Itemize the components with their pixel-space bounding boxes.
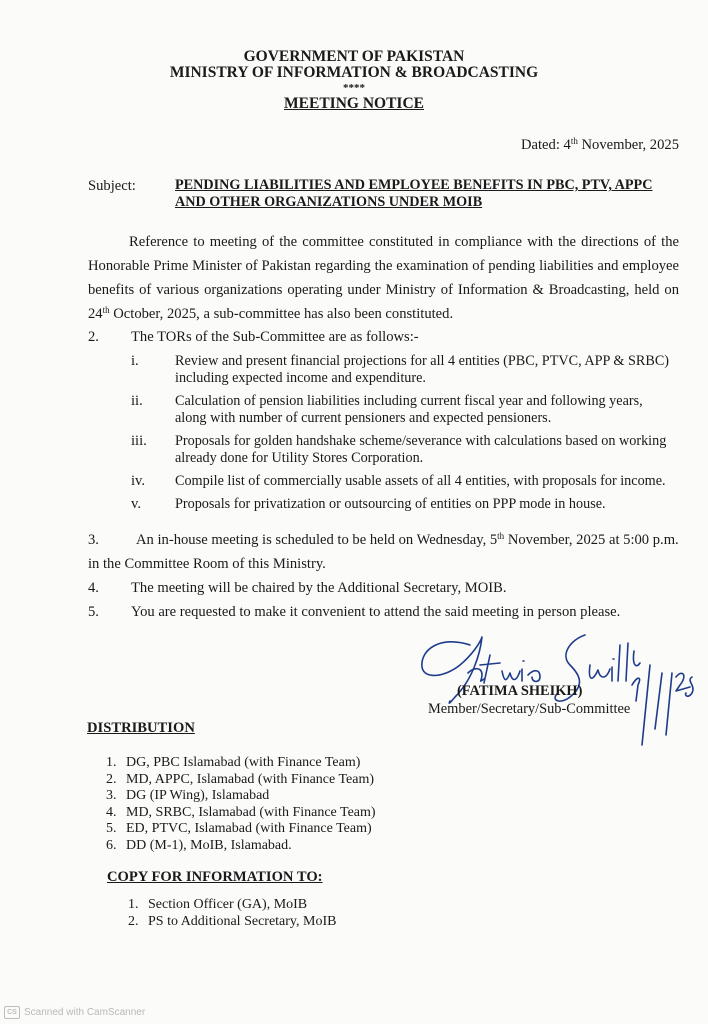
header-ministry: MINISTRY OF INFORMATION & BROADCASTING — [169, 64, 539, 81]
para1-line-4: 24th October, 2025, a sub-committee has also been constituted. — [88, 305, 454, 322]
list-item: 1. DG, PBC Islamabad (with Finance Team) — [106, 755, 361, 770]
list-item: 3. DG (IP Wing), Islamabad — [106, 788, 270, 804]
list-item: 2. MD, APPC, Islamabad (with Finance Team) — [106, 771, 375, 787]
list-item: 1. Section Officer (GA), MoIB — [128, 897, 308, 912]
para4-text: The meeting will be chaired by the Additional Secretary, MOIB. — [131, 580, 507, 596]
tor-numeral: iv. — [131, 473, 146, 489]
para1-line-3: benefits of various organizations operating under Ministry of Information & Broadcasting, held on — [88, 282, 679, 298]
list-item: 2. PS to Additional Secretary, MoIB — [128, 913, 337, 929]
para1-line-1: Reference to meeting of the committee constituted in compliance with the directions of the — [129, 234, 679, 250]
tor-numeral: ii. — [131, 393, 143, 409]
tor-item-line-2: along with number of current pensioners and expected pensioners. — [175, 410, 552, 426]
distribution-list — [106, 755, 376, 855]
para3-line-2: in the Committee Room of this Ministry. — [88, 556, 326, 572]
list-item: 6. DD (M-1), MoIB, Islamabad. — [106, 837, 292, 853]
list-item: 4. MD, SRBC, Islamabad (with Finance Team) — [106, 804, 376, 820]
tor-numeral: v. — [131, 496, 141, 512]
para2-number: 2. — [88, 329, 99, 345]
subject-label: Subject: — [88, 178, 136, 194]
subject-line-1: PENDING LIABILITIES AND EMPLOYEE BENEFITS IN PBC, PTV, APPC — [175, 177, 653, 193]
tor-item-line-1: Proposals for privatization or outsourcing of entities on PPP mode in house. — [175, 496, 606, 512]
para3-number: 3. — [88, 532, 99, 548]
tor-item-line-1: Calculation of pension liabilities including current fiscal year and following years, — [175, 393, 643, 409]
para4-number: 4. — [88, 580, 99, 596]
tor-numeral: iii. — [131, 433, 147, 449]
para5-text: You are requested to make it convenient to attend the said meeting in person please. — [131, 604, 621, 620]
page-title: MEETING NOTICE — [284, 95, 424, 112]
subject-line-2: AND OTHER ORGANIZATIONS UNDER MOIB — [175, 194, 483, 210]
tor-item-line-2: already done for Utility Stores Corporation. — [175, 450, 424, 466]
copy-heading: COPY FOR INFORMATION TO: — [107, 869, 323, 885]
camscanner-logo-icon: CS — [4, 1006, 20, 1019]
tor-item-line-1: Proposals for golden handshake scheme/severance with calculations based on working — [175, 433, 667, 449]
header-stars: **** — [343, 82, 365, 94]
header-government: GOVERNMENT OF PAKISTAN — [243, 48, 465, 65]
tor-item-line-1: Review and present financial projections for all 4 entities (PBC, PTVC, APP & SRBC) — [175, 353, 670, 369]
tor-numeral: i. — [131, 353, 139, 369]
tor-item-line-1: Compile list of commercially usable assets of all 4 entities, with proposals for income. — [175, 473, 666, 489]
list-item: 5. ED, PTVC, Islamabad (with Finance Team) — [106, 821, 372, 837]
para5-number: 5. — [88, 604, 99, 620]
signatory-name: (FATIMA SHEIKH) — [457, 683, 583, 699]
dated-line: Dated: 4th November, 2025 — [520, 136, 679, 153]
signatory-designation: Member/Secretary/Sub-Committee — [428, 701, 631, 717]
para2-text: The TORs of the Sub-Committee are as follows:- — [131, 329, 419, 345]
para3-line-1: An in-house meeting is scheduled to be held on Wednesday, 5th November, 2025 at 5:00 p.m. — [136, 531, 679, 548]
para1-line-2: Honorable Prime Minister of Pakistan regarding the examination of pending liabilities and employee — [88, 258, 679, 274]
distribution-heading: DISTRIBUTION — [87, 720, 195, 736]
tor-item-line-2: including expected income and expenditure. — [175, 370, 426, 386]
copy-list — [128, 897, 336, 930]
camscanner-watermark: CS Scanned with CamScanner — [4, 1006, 145, 1019]
